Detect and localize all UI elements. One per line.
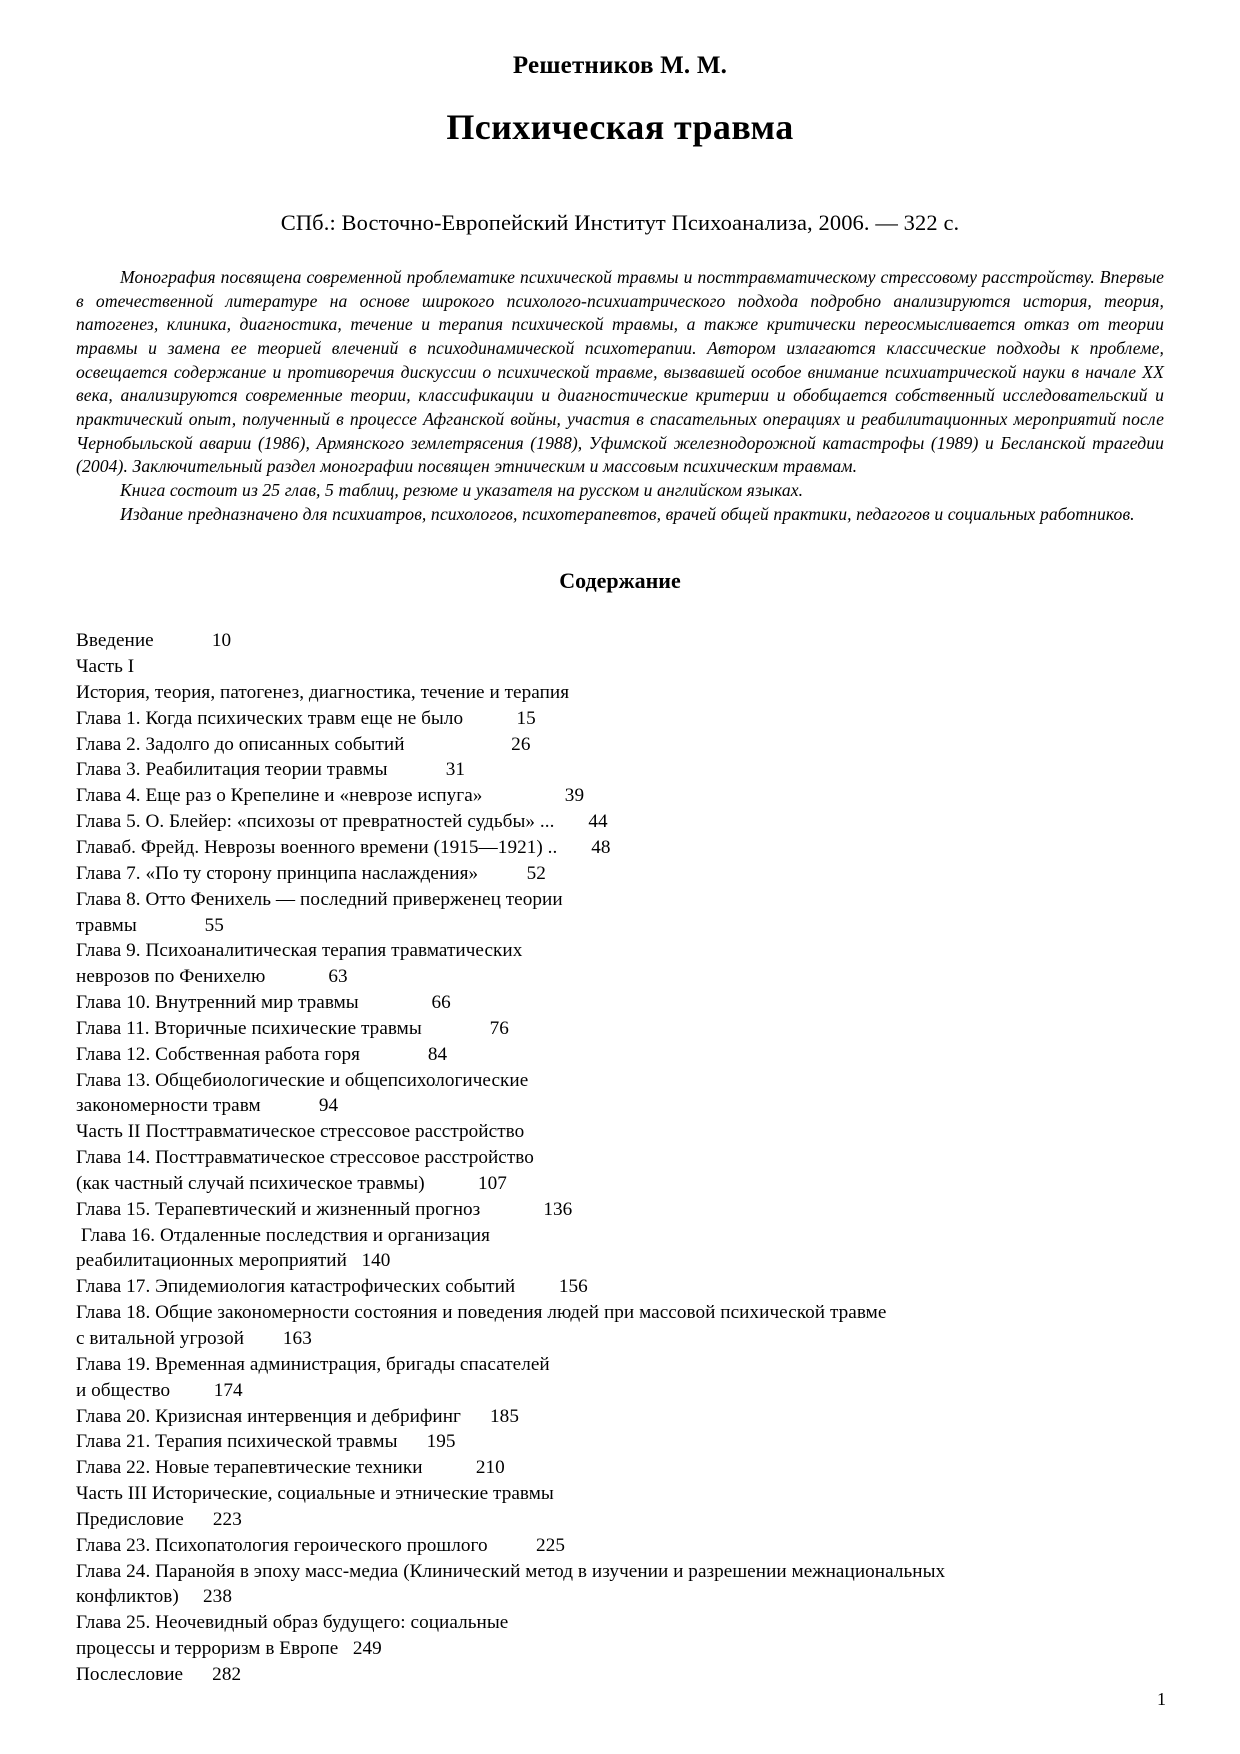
toc-entry[interactable]: Глава 3. Реабилитация теории травмы 31 xyxy=(76,759,466,781)
toc-entry[interactable]: Глава 17. Эпидемиология катастрофических событий 156 xyxy=(76,1276,588,1298)
toc-entry[interactable]: с витальной угрозой 163 xyxy=(76,1328,312,1349)
toc-entry[interactable]: Часть II Посттравматическое стрессовое расстройство xyxy=(76,1121,525,1143)
toc-entry[interactable]: Предисловие 223 xyxy=(76,1508,242,1530)
toc-entry[interactable]: Глава 21. Терапия психической травмы 195 xyxy=(76,1431,456,1453)
toc-entry[interactable]: Послесловие 282 xyxy=(76,1663,242,1685)
page-number: 1 xyxy=(1157,1689,1166,1709)
publication-imprint: СПб.: Восточно-Европейский Институт Психоанализа, 2006. — 322 с. xyxy=(280,210,960,235)
toc-entry[interactable]: неврозов по Фенихелю 63 xyxy=(76,966,348,988)
toc-entry[interactable]: и общество 174 xyxy=(76,1379,243,1401)
toc-entry[interactable]: процессы и терроризм в Европе 249 xyxy=(76,1638,382,1660)
toc-entry[interactable]: Глава 4. Еще раз о Крепелине и «неврозе испуга» 39 xyxy=(76,785,585,807)
toc-entry[interactable]: Введение 10 xyxy=(76,630,232,652)
toc-entry[interactable]: Глава 5. О. Блейер: «психозы от превратностей судьбы» ... 44 xyxy=(76,811,608,833)
toc-entry[interactable]: Часть I xyxy=(76,656,135,678)
abstract-paragraph-1: Монография посвящена современной проблематике психической травмы и посттравматическому стрессовому расстройству. Впервые в отечественной литературе на основе широкого психолого-психиатрического подхода подробно анализируются история, теория, патогенез, клиника, диагностика, течение и терапия психической травмы, а также критически переосмысливается отказ от теории травмы и замена ее теорией влечений в психодинамической психотерапии. Автором излагаются классические подходы к проблеме, освещается содержание и противоречия дискуссии о психической травме, вызвавшей особое внимание психиатрической науки в начале XX века, анализируются современные теории, классификации и диагностические критерии и обобщается собственный исследовательский и практический опыт, полученный в процессе Афганской войны, участия в спасательных операциях и реабилитационных мероприятий после Чернобыльской аварии (1986), Армянского землетрясения (1988), Уфимской железнодорожной катастрофы (1989) и Бесланской трагедии (2004). Заключительный раздел монографии посвящен этническим и массовым психическим травмам. xyxy=(76,267,1164,477)
toc-entry[interactable]: травмы 55 xyxy=(76,914,224,936)
toc-entry[interactable]: История, теория, патогенез, диагностика, течение и терапия xyxy=(76,681,570,703)
toc-entry[interactable]: Глава 22. Новые терапевтические техники 210 xyxy=(76,1457,505,1479)
toc-entry[interactable]: закономерности травм 94 xyxy=(76,1095,339,1117)
abstract-paragraph-2: Книга состоит из 25 глав, 5 таблиц, резюме и указателя на русском и английском языках. xyxy=(120,479,804,500)
toc-entry[interactable]: Глава 19. Временная администрация, бригады спасателей xyxy=(76,1353,550,1375)
toc-entry[interactable]: конфликтов) 238 xyxy=(76,1586,232,1608)
toc-entry[interactable]: Глава 25. Неочевидный образ будущего: социальные xyxy=(76,1612,509,1634)
toc-entry[interactable]: Глава 24. Паранойя в эпоху масс-медиа (Клинический метод в изучении и разрешении межнациональных xyxy=(76,1560,946,1582)
toc-entry[interactable]: Главаб. Фрейд. Неврозы военного времени (1915—1921) .. 48 xyxy=(76,836,611,858)
contents-heading: Содержание xyxy=(559,568,681,594)
toc-entry[interactable]: Часть III Исторические, социальные и этнические травмы xyxy=(76,1483,554,1505)
toc-entry[interactable]: Глава 18. Общие закономерности состояния и поведения людей при массовой психической травме xyxy=(76,1302,887,1324)
toc-entry[interactable]: Глава 12. Собственная работа горя 84 xyxy=(76,1043,448,1065)
toc-entry[interactable]: Глава 23. Психопатология героического прошлого 225 xyxy=(76,1534,565,1556)
toc-entry[interactable]: Глава 11. Вторичные психические травмы 76 xyxy=(76,1017,509,1039)
toc-entry[interactable]: реабилитационных мероприятий 140 xyxy=(76,1250,391,1272)
abstract-block xyxy=(76,266,1164,526)
book-author: Решетников М. М. xyxy=(512,52,728,79)
toc-entry[interactable]: Глава 7. «По ту сторону принципа наслаждения» 52 xyxy=(76,862,546,884)
toc-entry[interactable]: Глава 1. Когда психических травм еще не было 15 xyxy=(76,707,536,729)
toc-entry[interactable]: (как частный случай психическое травмы) 107 xyxy=(76,1172,507,1194)
toc-entry[interactable]: Глава 15. Терапевтический и жизненный прогноз 136 xyxy=(76,1198,573,1220)
toc-entry[interactable]: Глава 13. Общебиологические и общепсихологические xyxy=(76,1069,529,1091)
toc-entry[interactable]: Глава 10. Внутренний мир травмы 66 xyxy=(76,992,451,1014)
toc-entry[interactable]: Глава 16. Отдаленные последствия и организация xyxy=(76,1224,490,1246)
toc-entry[interactable]: Глава 20. Кризисная интервенция и дебрифинг 185 xyxy=(76,1405,519,1427)
toc-entry[interactable]: Глава 14. Посттравматическое стрессовое расстройство xyxy=(76,1147,534,1169)
book-title: Психическая травма xyxy=(446,107,794,147)
toc-entry[interactable]: Глава 2. Задолго до описанных событий 26 xyxy=(76,733,531,755)
abstract-paragraph-3: Издание предназначено для психиатров, психологов, психотерапевтов, врачей общей практики, педагогов и социальных работников. xyxy=(120,503,1135,524)
toc-entry[interactable]: Глава 8. Отто Фенихель — последний приверженец теории xyxy=(76,888,563,910)
toc-entry[interactable]: Глава 9. Психоаналитическая терапия травматических xyxy=(76,940,523,962)
table-of-contents xyxy=(76,628,1240,1688)
